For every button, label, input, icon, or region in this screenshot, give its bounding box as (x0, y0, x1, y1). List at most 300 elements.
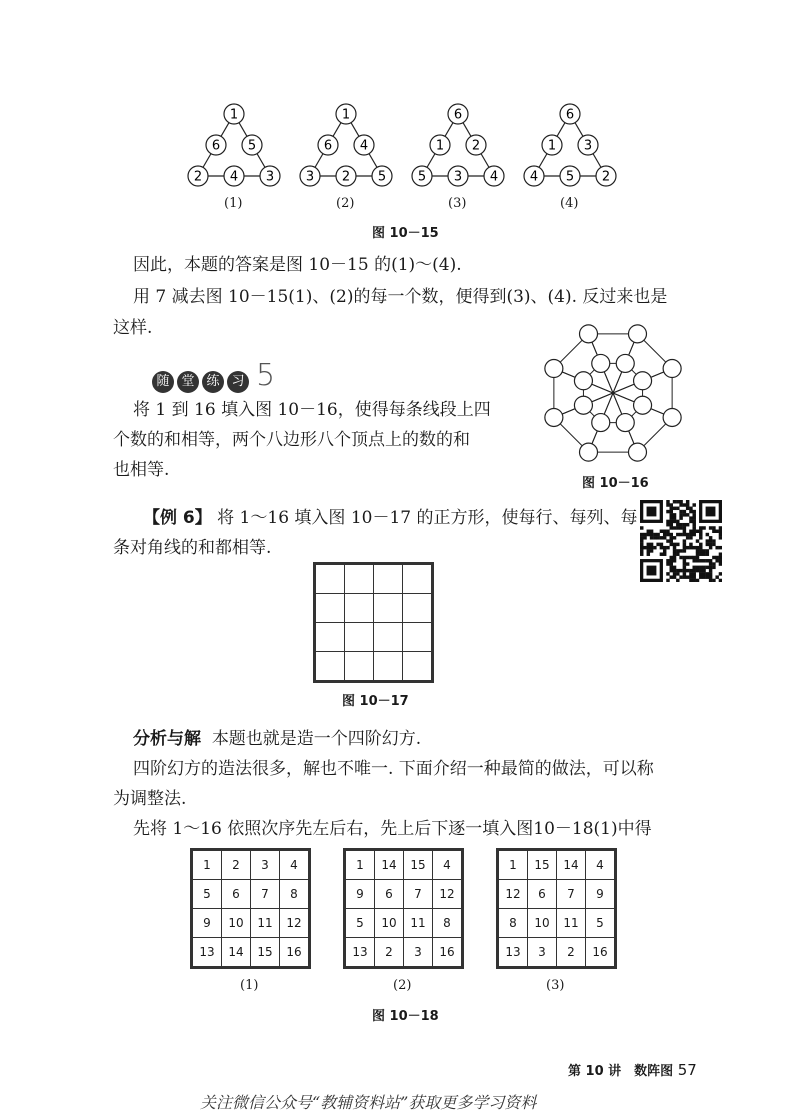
qr-module (679, 526, 682, 529)
qr-module (660, 546, 663, 549)
qr-module (673, 549, 676, 552)
qr-module (692, 569, 695, 572)
grid-cell: 8 (433, 909, 462, 938)
practice-line-2: 个数的和相等，两个八边形八个顶点上的数的和 (113, 430, 470, 450)
triangle-node-number: 4 (489, 169, 499, 185)
qr-module (702, 566, 705, 569)
qr-module (692, 523, 695, 526)
qr-module (689, 543, 692, 546)
qr-module (699, 566, 702, 569)
qr-module (670, 569, 673, 572)
figure-10-16 (538, 318, 688, 468)
qr-module (650, 549, 653, 552)
qr-module (670, 516, 673, 519)
triangle-node-number: 1 (547, 138, 557, 154)
qr-finder (647, 566, 657, 576)
qr-module (709, 543, 712, 546)
qr-module (647, 543, 650, 546)
qr-module (719, 579, 722, 582)
octagon-node (592, 354, 610, 372)
qr-module (719, 526, 722, 529)
qr-module (666, 533, 669, 536)
qr-module (663, 546, 666, 549)
explanation-line-2: 这样. (113, 318, 153, 338)
octagon-node (545, 408, 563, 426)
qr-module (647, 533, 650, 536)
qr-module (702, 549, 705, 552)
qr-finder (647, 507, 657, 517)
analysis-line-2: 四阶幻方的造法很多，解也不唯一. 下面介绍一种最简的做法，可以称 (133, 759, 654, 779)
qr-module (640, 549, 643, 552)
qr-module (650, 533, 653, 536)
qr-module (709, 536, 712, 539)
grid-cell: 2 (557, 938, 586, 967)
qr-module (670, 536, 673, 539)
grid-cell: 13 (193, 938, 222, 967)
grid-cell: 8 (280, 880, 309, 909)
octagon-node (616, 354, 634, 372)
qr-module (676, 507, 679, 510)
qr-module (686, 513, 689, 516)
qr-module (640, 533, 643, 536)
qr-module (689, 556, 692, 559)
qr-module (666, 572, 669, 575)
grid-cell: 16 (433, 938, 462, 967)
triangle-node-number: 3 (453, 169, 463, 185)
qr-module (683, 549, 686, 552)
triangle-node-number: 5 (247, 138, 257, 154)
qr-module (702, 559, 705, 562)
qr-module (689, 520, 692, 523)
qr-module (719, 562, 722, 565)
qr-module (696, 530, 699, 533)
qr-module (670, 510, 673, 513)
qr-module (699, 533, 702, 536)
qr-module (712, 562, 715, 565)
practice-line-1: 将 1 到 16 填入图 10－16，使得每条线段上四 (133, 400, 491, 420)
qr-module (676, 543, 679, 546)
qr-module (666, 503, 669, 506)
octagon-node (580, 443, 598, 461)
example-tag: 【例 6】 (143, 508, 212, 528)
qr-module (650, 536, 653, 539)
octagon-node (545, 360, 563, 378)
magic-grid-1 (190, 848, 311, 969)
grid-cell: 15 (251, 938, 280, 967)
example-line-2: 条对角线的和都相等. (113, 538, 272, 558)
qr-module (670, 520, 673, 523)
qr-module (706, 549, 709, 552)
qr-module (647, 552, 650, 555)
qr-module (643, 546, 646, 549)
qr-module (670, 533, 673, 536)
triangle-node-number: 5 (377, 169, 387, 185)
grid-cell: 14 (557, 851, 586, 880)
qr-module (692, 503, 695, 506)
triangle-node-number: 5 (417, 169, 427, 185)
qr-module (663, 549, 666, 552)
grid-row (193, 938, 309, 967)
qr-module (699, 572, 702, 575)
qr-module (640, 543, 643, 546)
triangle-node-number: 2 (341, 169, 351, 185)
qr-module (712, 556, 715, 559)
triangle-node-number: 3 (305, 169, 315, 185)
qr-module (663, 533, 666, 536)
qr-module (706, 559, 709, 562)
qr-module (673, 520, 676, 523)
figure-10-16-caption: 图 10－16 (582, 476, 649, 491)
grid-row (193, 909, 309, 938)
qr-module (706, 533, 709, 536)
qr-module (670, 575, 673, 578)
qr-module (692, 530, 695, 533)
grid-table (192, 850, 309, 967)
figure-10-17 (313, 562, 434, 683)
qr-module (673, 516, 676, 519)
analysis-tag: 分析与解 (133, 729, 201, 749)
grid-cell: 4 (586, 851, 615, 880)
qr-module (699, 549, 702, 552)
qr-module (676, 569, 679, 572)
qr-module (692, 510, 695, 513)
triangle-node-number: 2 (601, 169, 611, 185)
qr-module (673, 536, 676, 539)
qr-module (686, 575, 689, 578)
qr-module (709, 579, 712, 582)
grid-row (346, 909, 462, 938)
grid-cell: 9 (586, 880, 615, 909)
qr-module (686, 546, 689, 549)
triangle-node-number: 6 (453, 107, 463, 123)
qr-module (676, 579, 679, 582)
qr-module (663, 552, 666, 555)
qr-module (683, 559, 686, 562)
qr-module (709, 575, 712, 578)
octagon-node (574, 372, 592, 390)
qr-module (712, 566, 715, 569)
grid-cell: 11 (404, 909, 433, 938)
octagon-node (580, 325, 598, 343)
qr-module (683, 533, 686, 536)
qr-module (673, 526, 676, 529)
qr-module (676, 526, 679, 529)
qr-module (696, 579, 699, 582)
qr-module (647, 549, 650, 552)
qr-module (670, 513, 673, 516)
number-triangle (524, 104, 616, 186)
qr-module (709, 572, 712, 575)
qr-module (702, 526, 705, 529)
qr-module (709, 569, 712, 572)
qr-module (689, 572, 692, 575)
qr-module (719, 533, 722, 536)
practice-line-3: 也相等. (113, 460, 170, 480)
qr-module (679, 523, 682, 526)
grid-3-label: (3) (546, 978, 565, 993)
grid-cell: 12 (433, 880, 462, 909)
qr-module (696, 556, 699, 559)
grid-cell: 13 (499, 938, 528, 967)
qr-module (640, 546, 643, 549)
qr-module (699, 543, 702, 546)
qr-module (676, 520, 679, 523)
triangle-label: (3) (448, 196, 467, 211)
qr-module (706, 566, 709, 569)
qr-module (719, 546, 722, 549)
qr-module (692, 513, 695, 516)
practice-char: 随 (152, 371, 174, 393)
qr-module (689, 579, 692, 582)
triangle-node-number: 2 (193, 169, 203, 185)
grid-cell: 15 (404, 851, 433, 880)
qr-module (692, 526, 695, 529)
triangle-node-number: 3 (583, 138, 593, 154)
qr-module (640, 536, 643, 539)
grid-row (346, 851, 462, 880)
grid-row (193, 880, 309, 909)
qr-module (719, 559, 722, 562)
octagon-node (634, 396, 652, 414)
qr-module (689, 530, 692, 533)
grid-cell: 3 (251, 851, 280, 880)
qr-module (689, 510, 692, 513)
octagon-node (616, 414, 634, 432)
grid-cell: 14 (222, 938, 251, 967)
triangle-node-number: 4 (529, 169, 539, 185)
qr-module (689, 533, 692, 536)
qr-module (673, 543, 676, 546)
qr-module (647, 546, 650, 549)
qr-module (706, 552, 709, 555)
qr-module (683, 569, 686, 572)
qr-module (640, 539, 643, 542)
page-number: 57 (677, 1061, 697, 1079)
practice-heading (152, 358, 275, 393)
grid-cell: 3 (404, 938, 433, 967)
grid-cell: 15 (528, 851, 557, 880)
qr-module (715, 530, 718, 533)
qr-module (689, 546, 692, 549)
number-triangle (300, 104, 392, 186)
qr-module (683, 543, 686, 546)
qr-module (692, 533, 695, 536)
qr-module (699, 559, 702, 562)
grid-cell: 16 (280, 938, 309, 967)
qr-module (676, 572, 679, 575)
grid-cell: 13 (346, 938, 375, 967)
figure-10-15 (180, 100, 620, 190)
qr-module (640, 526, 643, 529)
qr-module (666, 523, 669, 526)
grid-row (346, 938, 462, 967)
grid-2-label: (2) (393, 978, 412, 993)
qr-module (650, 530, 653, 533)
qr-module (656, 533, 659, 536)
qr-module (709, 546, 712, 549)
octagon-node (574, 396, 592, 414)
qr-module (643, 536, 646, 539)
qr-module (683, 572, 686, 575)
number-triangle (412, 104, 504, 186)
qr-module (683, 566, 686, 569)
qr-module (706, 572, 709, 575)
qr-module (686, 533, 689, 536)
grid-table (345, 850, 462, 967)
grid-cell: 1 (193, 851, 222, 880)
grid-cell: 2 (375, 938, 404, 967)
qr-module (699, 575, 702, 578)
qr-module (686, 562, 689, 565)
qr-module (683, 546, 686, 549)
grid-cell: 6 (528, 880, 557, 909)
watermark-text: 关注微信公众号“教辅资料站”获取更多学习资料 (200, 1093, 537, 1112)
qr-module (679, 516, 682, 519)
qr-module (666, 530, 669, 533)
qr-module (706, 543, 709, 546)
qr-module (712, 526, 715, 529)
grid-cell: 7 (404, 880, 433, 909)
qr-code[interactable] (640, 500, 722, 582)
grid-cell: 10 (222, 909, 251, 938)
number-triangle (188, 104, 280, 186)
qr-module (679, 569, 682, 572)
qr-module (692, 559, 695, 562)
qr-module (666, 539, 669, 542)
qr-module (686, 556, 689, 559)
qr-module (689, 575, 692, 578)
qr-module (715, 556, 718, 559)
grid-cell: 16 (586, 938, 615, 967)
qr-finder (706, 507, 716, 517)
practice-char: 堂 (177, 371, 199, 393)
qr-module (666, 559, 669, 562)
triangle-label: (1) (224, 196, 243, 211)
qr-module (666, 562, 669, 565)
qr-module (692, 572, 695, 575)
qr-module (696, 549, 699, 552)
qr-module (653, 536, 656, 539)
qr-module (673, 559, 676, 562)
qr-module (706, 575, 709, 578)
qr-module (650, 546, 653, 549)
qr-module (673, 513, 676, 516)
qr-module (699, 536, 702, 539)
octagon-node (628, 325, 646, 343)
qr-module (676, 533, 679, 536)
qr-module (692, 546, 695, 549)
qr-module (670, 562, 673, 565)
grid-row (499, 851, 615, 880)
qr-module (673, 507, 676, 510)
triangle-node-number: 6 (211, 138, 221, 154)
qr-module (683, 539, 686, 542)
qr-module (660, 543, 663, 546)
triangle-node-number: 3 (265, 169, 275, 185)
qr-module (666, 579, 669, 582)
practice-char: 练 (202, 371, 224, 393)
analysis-line-3: 为调整法. (113, 789, 187, 809)
grid-cell: 1 (499, 851, 528, 880)
grid-cell: 1 (346, 851, 375, 880)
qr-module (702, 575, 705, 578)
qr-module (666, 500, 669, 503)
qr-module (670, 526, 673, 529)
grid-cell: 5 (193, 880, 222, 909)
qr-module (670, 559, 673, 562)
grid-cell: 10 (375, 909, 404, 938)
magic-grid-2 (343, 848, 464, 969)
qr-module (647, 530, 650, 533)
qr-module (666, 546, 669, 549)
triangle-label: (4) (560, 196, 579, 211)
qr-module (699, 526, 702, 529)
qr-module (679, 575, 682, 578)
qr-module (663, 536, 666, 539)
qr-module (683, 510, 686, 513)
qr-module (683, 530, 686, 533)
qr-module (686, 503, 689, 506)
qr-module (663, 530, 666, 533)
qr-module (699, 546, 702, 549)
grid-table (498, 850, 615, 967)
qr-module (676, 549, 679, 552)
grid-cell: 8 (499, 909, 528, 938)
qr-module (689, 507, 692, 510)
triangle-node-number: 5 (565, 169, 575, 185)
qr-module (679, 510, 682, 513)
qr-module (670, 523, 673, 526)
qr-module (696, 566, 699, 569)
figure-10-17-caption: 图 10－17 (342, 694, 409, 709)
qr-module (709, 526, 712, 529)
analysis-line-4: 先将 1～16 依照次序先左后右，先上后下逐一填入图10－18(1)中得 (133, 819, 652, 839)
grid-cell: 7 (251, 880, 280, 909)
grid-cell: 4 (433, 851, 462, 880)
qr-module (673, 569, 676, 572)
qr-module (679, 556, 682, 559)
octagon-node (663, 360, 681, 378)
qr-module (670, 539, 673, 542)
qr-module (696, 546, 699, 549)
grid-cell: 11 (557, 909, 586, 938)
example-text: 将 1～16 填入图 10－17 的正方形，使每行、每列、每 (217, 508, 638, 528)
octagon-node (663, 408, 681, 426)
qr-module (660, 552, 663, 555)
grid-cell: 9 (346, 880, 375, 909)
grid-cell: 7 (557, 880, 586, 909)
qr-module (692, 575, 695, 578)
triangle-node-number: 4 (229, 169, 239, 185)
grid-cell: 5 (586, 909, 615, 938)
octagon-node (592, 414, 610, 432)
qr-module (686, 500, 689, 503)
triangle-node-number: 1 (435, 138, 445, 154)
answer-paragraph: 因此，本题的答案是图 10－15 的(1)～(4). (133, 255, 462, 275)
empty-magic-square (315, 564, 432, 681)
qr-module (692, 520, 695, 523)
qr-module (702, 552, 705, 555)
qr-module (673, 546, 676, 549)
qr-module (660, 536, 663, 539)
magic-grid-3 (496, 848, 617, 969)
qr-module (712, 539, 715, 542)
qr-module (670, 556, 673, 559)
grid-row (346, 880, 462, 909)
qr-module (692, 516, 695, 519)
qr-module (689, 516, 692, 519)
qr-module (709, 566, 712, 569)
